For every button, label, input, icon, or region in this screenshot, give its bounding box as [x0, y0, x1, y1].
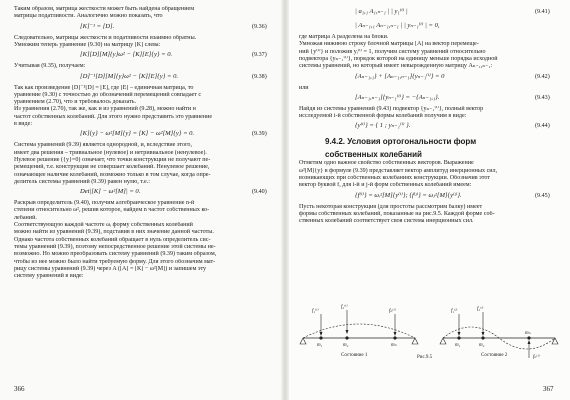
text-line: возможно. Но можно преобразовать систему уравнений (9.39) таким образом, — [14, 251, 217, 258]
text-line: систему уравнений в виде: — [14, 273, 84, 280]
equation-number: (9.41) — [535, 9, 550, 15]
equation: | a₁,₁ A₁,ₙ₋₁ | | y₁⁽ⁱ⁾ | — [355, 8, 408, 15]
equation: [K][D][M]{y}ω² − [K][E]{y} = 0. — [80, 51, 173, 59]
text-line: или — [299, 84, 309, 91]
equation-number: (9.36) — [252, 23, 267, 30]
mass-label: m₁ — [455, 343, 461, 348]
book-gutter — [281, 0, 289, 400]
equation: [K]{y} − ω²[M]{y} = [K] − ω²[M]{y} = 0. — [80, 130, 195, 138]
text-line: ственных колебаний соответствует своя система инерционных сил. — [299, 218, 474, 225]
text-line: матрицы податливости. Аналогично можно показать, что — [14, 13, 163, 20]
equation: {f⁽ⁱ⁾} = ωᵢ²[M]{y⁽ⁱ⁾}; {f⁽ʲ⁾} = ωⱼ²[M]{y⁽ʲ⁾}. — [355, 191, 462, 199]
force-label: fₙ⁽ʲ⁾ — [533, 355, 540, 360]
equation-number: (9.40) — [252, 189, 267, 196]
figure-9-5 — [297, 300, 559, 360]
text-line: подвектора {yₙ₋₁⁽ⁱ⁾}, порядок которой на единицу меньше порядка исходной — [299, 55, 498, 62]
force-label: fₙ⁽ⁱ⁾ — [389, 309, 396, 314]
text-line: чтобы из нее можно было найти требуемую форму. Для этого обозначим мат- — [14, 258, 216, 265]
text-line: частот собственных колебаний. Для этого нужно представить это уравнение — [14, 113, 213, 120]
section-heading: 9.4.2. Условия ортогональности форм — [325, 137, 477, 147]
text-line: Следовательно, матрицы жесткости и податливости взаимно обратны. — [14, 34, 197, 41]
text-line: Нулевое решение ({y}=0) означает, что точки конструкции не получают пе- — [14, 156, 211, 163]
equation: Det|[K] − ω²[M]| = 0. — [80, 188, 141, 196]
equation-number: (9.39) — [252, 131, 267, 138]
equation-number: (9.44) — [535, 123, 550, 130]
force-label: f₂⁽ʲ⁾ — [477, 307, 484, 312]
text-line: можно найти из уравнений (9.39), подставив в них значение данной частоты. — [14, 229, 214, 236]
page-number: 366 — [14, 385, 25, 393]
page-number: 367 — [543, 385, 554, 393]
text-line: лебаний. — [14, 214, 37, 221]
text-line: Из уравнения (2.70), так же, как и из уравнений (9.28), можно найти н — [14, 106, 196, 113]
text-line: Умножим теперь уравнение (9.30) на матрицу [K] слева: — [14, 41, 161, 48]
mass-label: m₁ — [317, 343, 323, 348]
text-line: Найдя из системы уравнений (9.43) подвектор {yₙ₋₁⁽ⁱ⁾}, полный вектор — [299, 105, 484, 112]
equation: [D]⁻¹[D][M]{y}ω² − [K][E]{y} = 0. — [80, 72, 179, 80]
text-line: возникающих при собственных колебаниях конструкции. Обозначив этот — [299, 175, 491, 181]
equation: [Aₙ₋₁,ₙ₋₁]{yₙ₋₁⁽ⁱ⁾} = −{Aₙ₋₁,₁}. — [355, 93, 440, 101]
text-line: где матрица A разделена на блоки. — [299, 34, 389, 40]
right-page — [285, 0, 570, 400]
text-line: ремещений, т.е. конструкция не совершает колебаний. Ненулевое решение, — [14, 164, 210, 171]
equation: {Aₙ₋₁,₁} + [Aₙ₋₁,ₙ₋₁]{yₙ₋₁⁽ⁱ⁾} = 0 — [355, 72, 445, 80]
text-line: означающее наличие колебаний, возможно только в том случае, когда опре- — [14, 171, 211, 178]
state-1-label: Состояние 1 — [341, 353, 368, 358]
text-line: Так как произведение [D]⁻¹[D] = [E], где [E] – единичная матрица, то — [14, 84, 194, 91]
mass-label: mₙ — [525, 331, 531, 336]
text-line: исследуемой i-й собственной формы колебаний получим в виде: — [299, 113, 467, 120]
text-line: Умножая нижнюю строку блочной матрицы [A] на вектор перемеще- — [299, 41, 479, 48]
text-line: Раскрыв определитель (9.40), получим алгебраическое уравнение n-й — [14, 200, 195, 207]
mass-label: m₂ — [343, 343, 349, 348]
text-line: Соответствующую каждой частоте ωᵢ форму собственных колебаний — [14, 222, 193, 228]
text-line: темы уравнений (9.39), поэтому непосредственное решение этой системы не- — [14, 243, 216, 250]
equation-number: (9.43) — [535, 94, 550, 101]
force-label: f₁⁽ʲ⁾ — [451, 309, 458, 314]
equation-number: (9.37) — [252, 52, 267, 59]
text-line: ω²[M]{y} в формуле (9.39) представляет вектор амплитуд инерционных сил, — [299, 167, 498, 174]
section-heading: собственных колебаний — [325, 150, 422, 160]
text-line: вектор буквой f, для i-й и j-й форм собственных колебаний имеем: — [299, 182, 472, 189]
text-line: Отметим одно важное свойство собственных векторов. Выражение — [299, 160, 474, 167]
text-line: степени относительно ω², решив которое, найдем n частот собственных ко- — [14, 207, 210, 214]
text-line: имеет два решения – тривиальное (нулевое) и нетривиальное (ненулевое). — [14, 149, 207, 156]
equation: {y⁽ⁱ⁾} = { 1 ; yₙ₋₁⁽ⁱ⁾ }. — [355, 122, 411, 130]
text-line: системы уравнений, но который имеет невырожденную матрицу Aₙ₋₁,ₙ₋₁: — [299, 63, 493, 70]
text-line: рицу системы уравнений (9.39) через A ([A] = [K] − ω²[M]) и запишем эту — [14, 265, 207, 272]
mass-label: mₙ — [391, 343, 397, 348]
text-line: формы собственных колебаний, показанные на рис.9.5. Каждой форме соб- — [299, 210, 495, 217]
state-2-label: Состояние 2 — [481, 353, 508, 358]
text-line: уравнением (2.70), что и требовалось доказать. — [14, 99, 137, 106]
text-line: Учитывая (9.35), получаем: — [14, 63, 86, 70]
mass-label: m₂ — [479, 343, 485, 348]
figure-caption: Рис.9.5 — [417, 355, 433, 360]
equation-number: (9.38) — [252, 73, 267, 80]
equation: [K]⁻¹ = [D]. — [80, 22, 115, 30]
text-line: ний {y⁽ⁱ⁾} и положив yᵢ⁽ⁱ⁾ = 1, получим систему уравнений относительно — [299, 48, 486, 55]
equation-number: (9.45) — [535, 192, 550, 199]
text-line: делитель системы уравнений (9.39) равен нулю, т.е.: — [14, 178, 150, 185]
text-line: Таким образом, матрица жесткости может быть найдена обращением — [14, 6, 195, 12]
equation: | Aₙ₋₁,₁ Aₙ₋₁,ₙ₋₁ | | yₙ₋₁⁽ⁱ⁾ | = 0, — [355, 22, 440, 29]
text-line: Пусть некоторая конструкция (для простоты рассмотрим балку) имеет — [299, 203, 483, 210]
equation-number: (9.42) — [535, 73, 550, 80]
force-label: f₁⁽ⁱ⁾ — [312, 309, 319, 314]
text-line: в виде: — [14, 121, 33, 127]
text-line: Однако частота собственных колебаний обращает в нуль определитель сис- — [14, 236, 211, 243]
force-label: f₂⁽ⁱ⁾ — [341, 305, 348, 310]
text-line: Система уравнений (9.39) является однородной, и, вследствие этого, — [14, 142, 192, 149]
text-line: уравнение (9.30) с точностью до обозначений перемещений совпадает с — [14, 91, 202, 98]
